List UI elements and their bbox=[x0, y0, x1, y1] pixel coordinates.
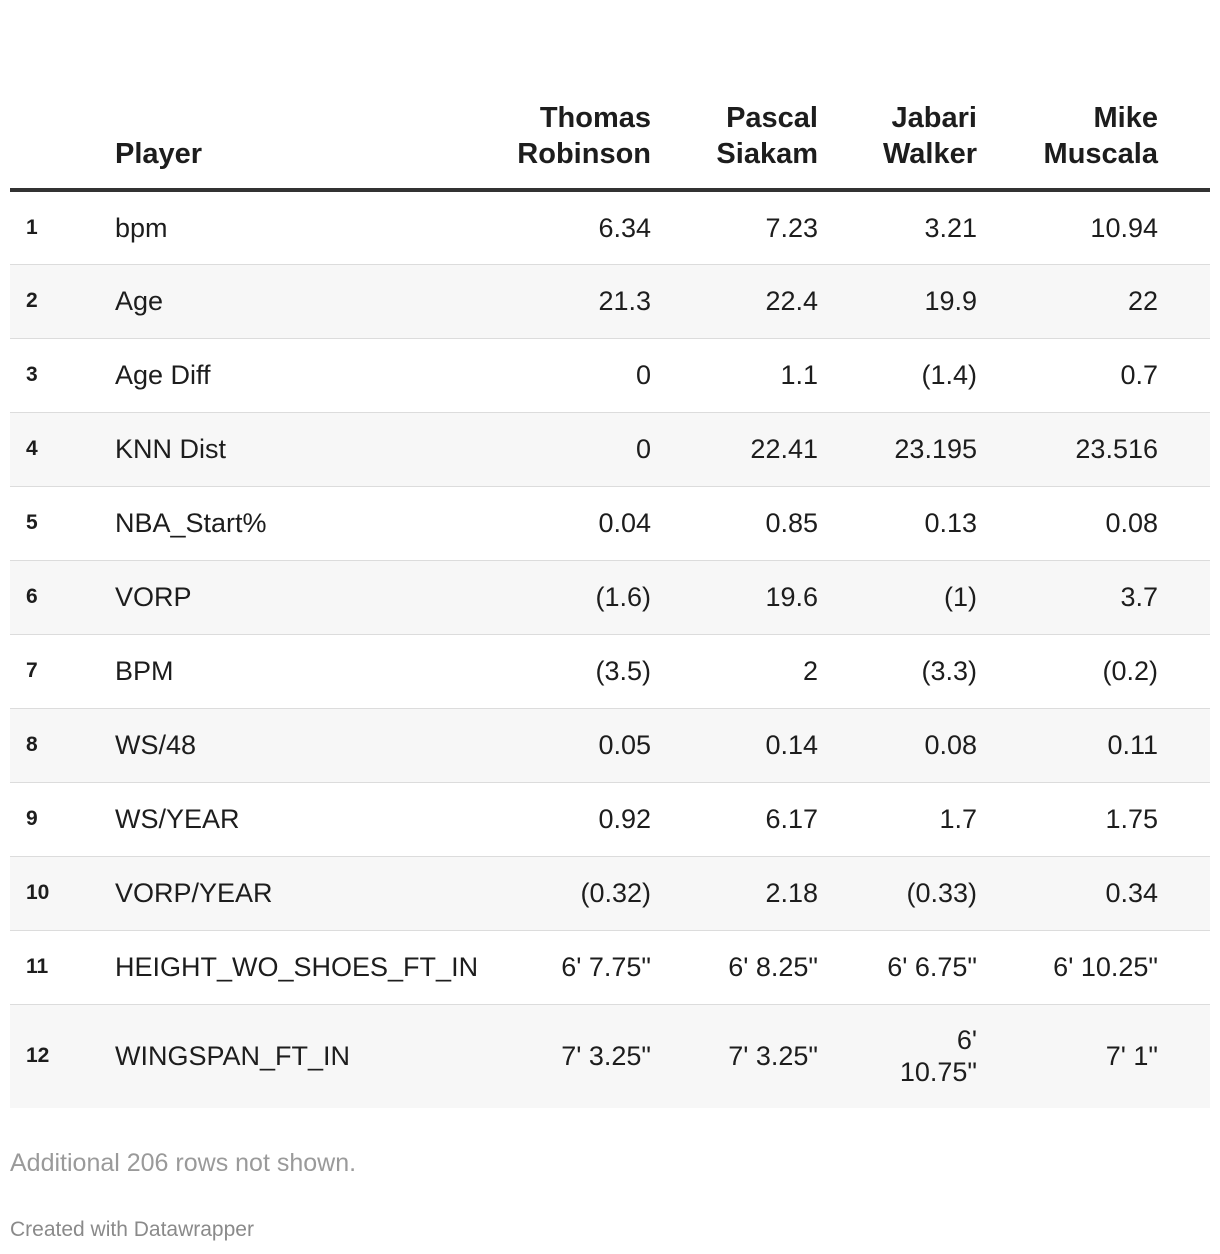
stat-value: 19.9 bbox=[924, 286, 977, 316]
table-row bbox=[10, 782, 1210, 856]
row-spacer bbox=[1158, 930, 1210, 1004]
row-index: 5 bbox=[26, 511, 38, 534]
row-spacer bbox=[1158, 412, 1210, 486]
stat-value-line: 10.75" bbox=[899, 1057, 977, 1088]
table-row bbox=[10, 338, 1210, 412]
stat-value: 6' 7.75" bbox=[561, 952, 651, 982]
table-row bbox=[10, 930, 1210, 1004]
header-line: Walker bbox=[882, 138, 977, 170]
player-comparison-table bbox=[10, 100, 1210, 1108]
stat-value: 19.6 bbox=[765, 582, 818, 612]
stat-value: 6.34 bbox=[598, 212, 651, 243]
stat-value: 0.05 bbox=[598, 730, 651, 760]
stat-value: 10.94 bbox=[1090, 212, 1158, 243]
table-row bbox=[10, 486, 1210, 560]
stats-table-container bbox=[10, 100, 1210, 1108]
header-pascal-siakam bbox=[651, 100, 818, 190]
row-index: 7 bbox=[26, 659, 38, 682]
row-spacer bbox=[1158, 634, 1210, 708]
stat-value: 1.7 bbox=[939, 804, 977, 834]
row-spacer bbox=[1158, 190, 1210, 264]
stat-value: 1.75 bbox=[1105, 804, 1158, 834]
stat-value: (1) bbox=[944, 582, 977, 612]
stat-value-line: 6' bbox=[956, 1025, 977, 1056]
row-index: 2 bbox=[26, 289, 38, 312]
stat-value: 21.3 bbox=[598, 286, 651, 316]
row-spacer bbox=[1158, 782, 1210, 856]
stat-name: VORP bbox=[115, 582, 192, 612]
stat-value: 0.13 bbox=[924, 508, 977, 538]
header-player: Player bbox=[115, 100, 465, 190]
stat-value: 22 bbox=[1127, 286, 1158, 316]
stat-name: NBA_Start% bbox=[115, 508, 267, 538]
stat-name: WS/YEAR bbox=[115, 804, 240, 834]
stat-value: (3.3) bbox=[921, 656, 977, 686]
stat-value: 6' 6.75" bbox=[887, 952, 977, 982]
table-row bbox=[10, 560, 1210, 634]
table-body bbox=[10, 190, 1210, 1108]
stat-name: WINGSPAN_FT_IN bbox=[115, 1041, 351, 1072]
stat-name: HEIGHT_WO_SHOES_FT_IN bbox=[115, 952, 479, 982]
stat-value bbox=[818, 1004, 977, 1108]
header-jabari-walker bbox=[818, 100, 977, 190]
stat-value: 0.85 bbox=[765, 508, 818, 538]
row-index: 3 bbox=[26, 363, 38, 386]
stat-value: 2.18 bbox=[765, 878, 818, 908]
stat-value: (0.33) bbox=[906, 878, 977, 908]
stat-value: (0.2) bbox=[1102, 656, 1158, 686]
stat-value: 3.7 bbox=[1120, 582, 1158, 612]
footnote: Additional 206 rows not shown. bbox=[10, 1149, 357, 1177]
stat-value: (3.5) bbox=[595, 656, 651, 686]
stat-value: 0.7 bbox=[1120, 360, 1158, 390]
row-index: 10 bbox=[26, 881, 50, 904]
stat-value: 0.34 bbox=[1105, 878, 1158, 908]
stat-value: 7' 3.25" bbox=[728, 1041, 818, 1072]
stat-value: 0 bbox=[635, 360, 651, 390]
stat-name: KNN Dist bbox=[115, 434, 227, 464]
row-index: 12 bbox=[26, 1044, 50, 1068]
row-index: 1 bbox=[26, 215, 38, 239]
datawrapper-credit: Created with Datawrapper bbox=[10, 1218, 254, 1241]
header-line: Robinson bbox=[517, 138, 651, 170]
stat-value: 23.516 bbox=[1075, 434, 1158, 464]
stat-value: 0.08 bbox=[924, 730, 977, 760]
stat-name: WS/48 bbox=[115, 730, 197, 760]
header-line: Jabari bbox=[891, 102, 977, 134]
stat-value: 0 bbox=[635, 434, 651, 464]
header-row bbox=[10, 100, 1210, 190]
stat-value: 1.1 bbox=[780, 360, 818, 390]
table-row bbox=[10, 634, 1210, 708]
header-spacer bbox=[1158, 100, 1210, 190]
row-spacer bbox=[1158, 338, 1210, 412]
table-header bbox=[10, 100, 1210, 190]
header-line: Pascal bbox=[726, 102, 818, 134]
stat-value: 0.92 bbox=[598, 804, 651, 834]
row-index: 6 bbox=[26, 585, 38, 608]
stat-value: (0.32) bbox=[580, 878, 651, 908]
row-spacer bbox=[1158, 486, 1210, 560]
stat-value: 0.11 bbox=[1107, 730, 1158, 760]
header-line: Muscala bbox=[1043, 138, 1158, 170]
row-index: 8 bbox=[26, 733, 38, 756]
header-index bbox=[10, 100, 115, 190]
header-thomas-robinson bbox=[465, 100, 651, 190]
header-line: Siakam bbox=[716, 138, 818, 170]
row-spacer bbox=[1158, 1004, 1210, 1108]
row-index: 9 bbox=[26, 807, 38, 830]
stat-value: 23.195 bbox=[894, 434, 977, 464]
row-spacer bbox=[1158, 708, 1210, 782]
stat-value: 22.41 bbox=[750, 434, 818, 464]
stat-value: (1.6) bbox=[595, 582, 651, 612]
stat-value: 0.04 bbox=[598, 508, 651, 538]
row-spacer bbox=[1158, 264, 1210, 338]
stat-value: 6.17 bbox=[765, 804, 818, 834]
table-row bbox=[10, 1004, 1210, 1108]
stat-value: 7' 3.25" bbox=[561, 1041, 651, 1072]
header-line: Mike bbox=[1093, 102, 1158, 134]
stat-value: 6' 10.25" bbox=[1053, 952, 1158, 982]
row-spacer bbox=[1158, 560, 1210, 634]
stat-value: (1.4) bbox=[921, 360, 977, 390]
stat-value: 7' 1" bbox=[1105, 1041, 1158, 1072]
header-mike-muscala bbox=[977, 100, 1158, 190]
stat-value: 0.08 bbox=[1105, 508, 1158, 538]
stat-value: 7.23 bbox=[765, 212, 818, 243]
row-index: 11 bbox=[26, 955, 49, 978]
row-index: 4 bbox=[26, 437, 38, 460]
table-row bbox=[10, 190, 1210, 264]
stat-name: BPM bbox=[115, 656, 174, 686]
header-line: Thomas bbox=[539, 102, 651, 134]
stat-name: bpm bbox=[115, 212, 168, 243]
stat-name: Age Diff bbox=[115, 360, 211, 390]
stat-name: Age bbox=[115, 286, 164, 316]
row-spacer bbox=[1158, 856, 1210, 930]
stat-value: 3.21 bbox=[924, 212, 977, 243]
stat-value: 0.14 bbox=[765, 730, 818, 760]
stat-value: 6' 8.25" bbox=[728, 952, 818, 982]
stat-value: 22.4 bbox=[765, 286, 818, 316]
stat-value: 2 bbox=[802, 656, 818, 686]
table-row bbox=[10, 264, 1210, 338]
table-row bbox=[10, 412, 1210, 486]
table-row bbox=[10, 708, 1210, 782]
stat-name: VORP/YEAR bbox=[115, 878, 273, 908]
table-row bbox=[10, 856, 1210, 930]
